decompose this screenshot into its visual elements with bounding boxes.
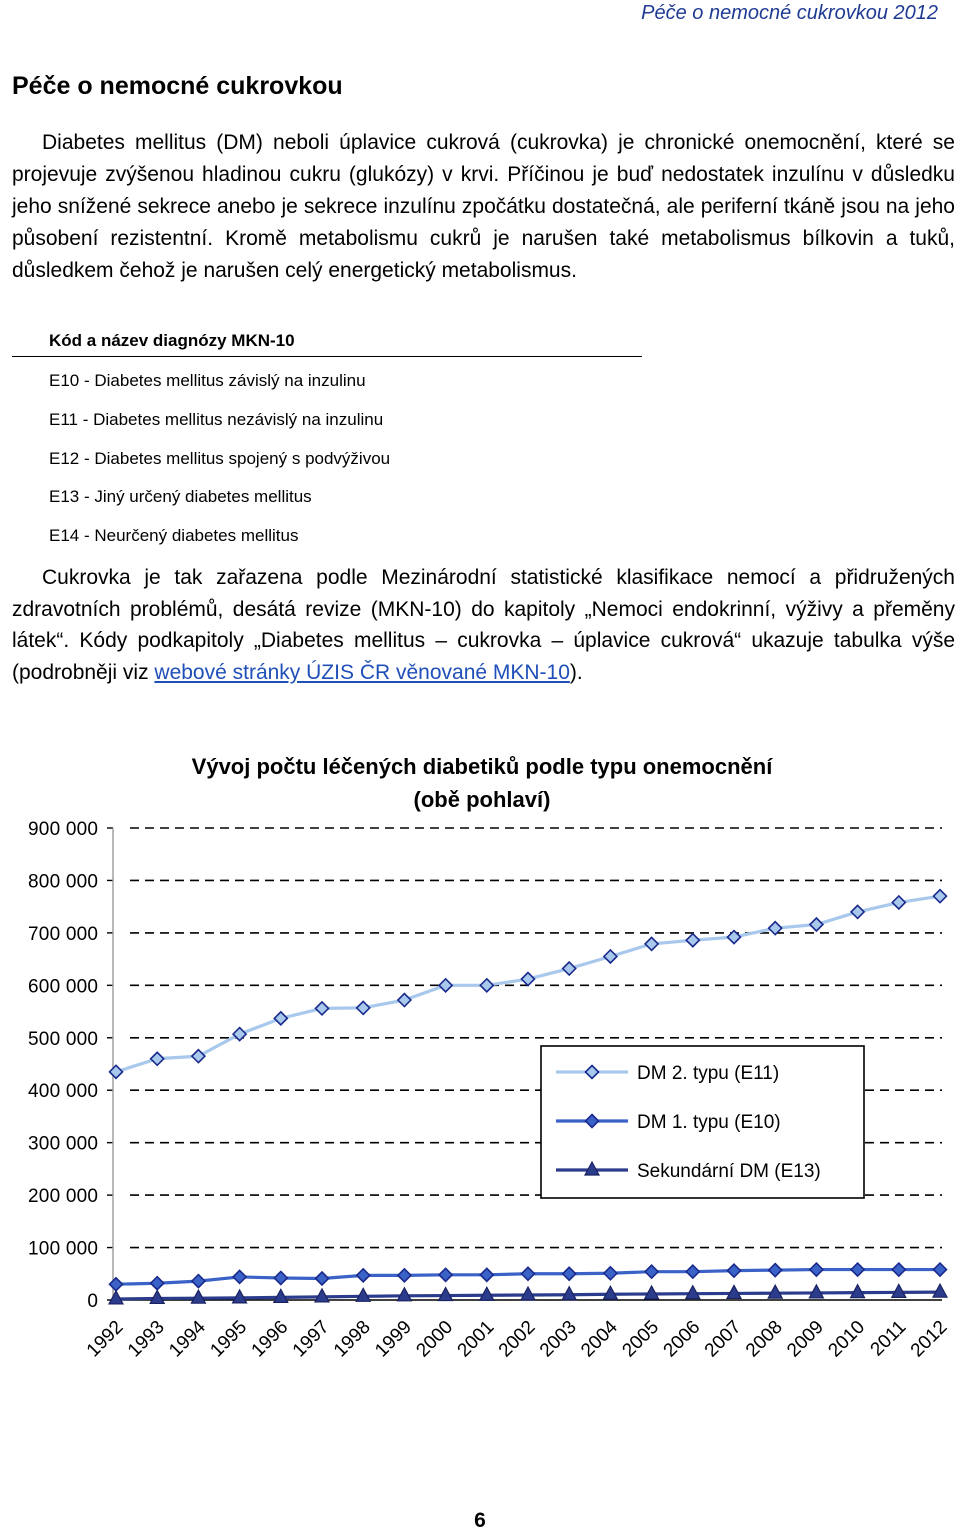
y-tick-label: 400 000	[28, 1081, 98, 1103]
chart-y-axis	[28, 819, 113, 1312]
series-point	[480, 1268, 493, 1281]
x-tick-label: 2009	[783, 1316, 828, 1362]
x-tick-label: 1992	[82, 1316, 128, 1362]
series-point	[851, 905, 864, 918]
diabetes-trend-chart	[0, 740, 960, 1390]
legend-label: Sekundární DM (E13)	[637, 1161, 821, 1182]
x-tick-label: 1995	[206, 1316, 252, 1362]
series-point	[316, 1002, 329, 1015]
section-title: Péče o nemocné cukrovkou	[12, 72, 343, 100]
x-tick-label: 1993	[123, 1316, 169, 1362]
series-point	[934, 1263, 947, 1276]
x-tick-label: 2002	[494, 1316, 540, 1362]
intro-paragraph	[12, 127, 955, 287]
series-point	[604, 1267, 617, 1280]
series-point	[357, 1001, 370, 1014]
diagnosis-code-table	[12, 326, 642, 545]
chart-legend	[541, 1046, 864, 1198]
series-point	[192, 1275, 205, 1288]
y-tick-label: 0	[87, 1291, 98, 1312]
classification-paragraph	[12, 562, 955, 688]
series-point	[110, 1065, 123, 1078]
series-point	[151, 1277, 164, 1290]
x-tick-label: 2001	[453, 1316, 499, 1362]
series-point	[192, 1050, 205, 1063]
series-point	[563, 1267, 576, 1280]
series-point	[686, 1265, 699, 1278]
series-point	[563, 962, 576, 975]
series-point	[233, 1270, 246, 1283]
series-point	[728, 1264, 741, 1277]
series-point	[439, 979, 452, 992]
series-point	[645, 937, 658, 950]
y-tick-label: 500 000	[28, 1028, 98, 1050]
legend-label: DM 2. typu (E11)	[637, 1063, 780, 1084]
page-number: 6	[474, 1509, 486, 1532]
series-point	[439, 1268, 452, 1281]
series-point	[851, 1263, 864, 1276]
series-point	[645, 1265, 658, 1278]
series-point	[398, 1269, 411, 1282]
x-tick-label: 1996	[247, 1316, 293, 1362]
classification-text: Cukrovka je tak zařazena podle Mezinárodní statistické klasifikace nemocí a přidružených zdravotních problémů, desátá revize (MKN-10) do kapitoly „Nemoci endokrinní, výživy a přeměny látek“. Kódy podkapitoly „Diabetes mellitus – cukrovka – úplavice cukrová“ ukazuje tabulka výše (podrobněji viz	[12, 566, 955, 684]
series-point	[316, 1272, 329, 1285]
series-point	[769, 1264, 782, 1277]
series-point	[604, 950, 617, 963]
x-tick-label: 1997	[288, 1316, 334, 1362]
y-tick-label: 800 000	[28, 871, 98, 893]
series-point	[522, 973, 535, 986]
series-point	[892, 1263, 905, 1276]
code-row-e13: E13 - Jiný určený diabetes mellitus	[49, 487, 312, 506]
intro-paragraph-text: Diabetes mellitus (DM) neboli úplavice cukrová (cukrovka) je chronické onemocnění, které se projevuje zvýšenou hladinou cukru (glukózy) v krvi. Příčinou je buď nedostatek inzulínu v důsledku jeho snížené sekrece anebo je sekrece inzulínu zpočátku dostatečná, ale periferní tkáně jsou na jeho působení rezistentní. Kromě metabolismu cukrů je narušen také metabolismus bílkovin a tuků, důsledkem čehož je narušen celý energetický metabolismus.	[12, 131, 955, 282]
running-header: Péče o nemocné cukrovkou 2012	[641, 2, 938, 24]
series-point	[110, 1278, 123, 1291]
x-tick-label: 2005	[618, 1316, 664, 1362]
series-point	[274, 1271, 287, 1284]
y-tick-label: 600 000	[28, 976, 98, 998]
code-row-e11: E11 - Diabetes mellitus nezávislý na inzulinu	[49, 410, 384, 429]
x-tick-label: 2007	[700, 1316, 746, 1362]
x-tick-label: 2000	[412, 1316, 458, 1362]
classification-text-end: ).	[569, 660, 583, 684]
y-tick-label: 700 000	[28, 923, 98, 945]
y-tick-label: 200 000	[28, 1186, 98, 1208]
series-point	[398, 994, 411, 1007]
x-tick-label: 2004	[577, 1316, 622, 1362]
chart-subtitle: (obě pohlaví)	[413, 787, 551, 812]
code-table-header: Kód a název diagnózy MKN-10	[12, 326, 642, 357]
series-point	[151, 1052, 164, 1065]
series-point	[892, 896, 905, 909]
x-tick-label: 2010	[824, 1316, 870, 1362]
chart-x-axis	[83, 1300, 952, 1361]
y-tick-label: 100 000	[28, 1238, 98, 1260]
series-point	[686, 934, 699, 947]
series-point	[934, 890, 947, 903]
series-point	[233, 1028, 246, 1041]
series-point	[480, 979, 493, 992]
series-point	[274, 1012, 287, 1025]
y-tick-label: 900 000	[28, 819, 98, 840]
code-row-e12: E12 - Diabetes mellitus spojený s podvýživou	[49, 449, 391, 468]
series-point	[810, 918, 823, 931]
x-tick-label: 2011	[866, 1316, 911, 1361]
x-tick-label: 1994	[165, 1316, 210, 1362]
series-point	[522, 1267, 535, 1280]
x-tick-label: 1998	[329, 1316, 375, 1362]
x-tick-label: 2006	[659, 1316, 705, 1362]
series-point	[357, 1269, 370, 1282]
legend-label: DM 1. typu (E10)	[637, 1112, 781, 1133]
x-tick-label: 2012	[906, 1316, 952, 1362]
series-point	[810, 1263, 823, 1276]
code-row-e14: E14 - Neurčený diabetes mellitus	[49, 526, 299, 545]
y-tick-label: 300 000	[28, 1133, 98, 1155]
code-row-e10: E10 - Diabetes mellitus závislý na inzulinu	[49, 371, 366, 390]
uzis-mkn10-link[interactable]: webové stránky ÚZIS ČR věnované MKN-10	[154, 660, 570, 684]
x-tick-label: 1999	[371, 1316, 416, 1362]
chart-title: Vývoj počtu léčených diabetiků podle typu onemocnění	[191, 754, 773, 779]
x-tick-label: 2003	[535, 1316, 581, 1362]
x-tick-label: 2008	[741, 1316, 787, 1362]
